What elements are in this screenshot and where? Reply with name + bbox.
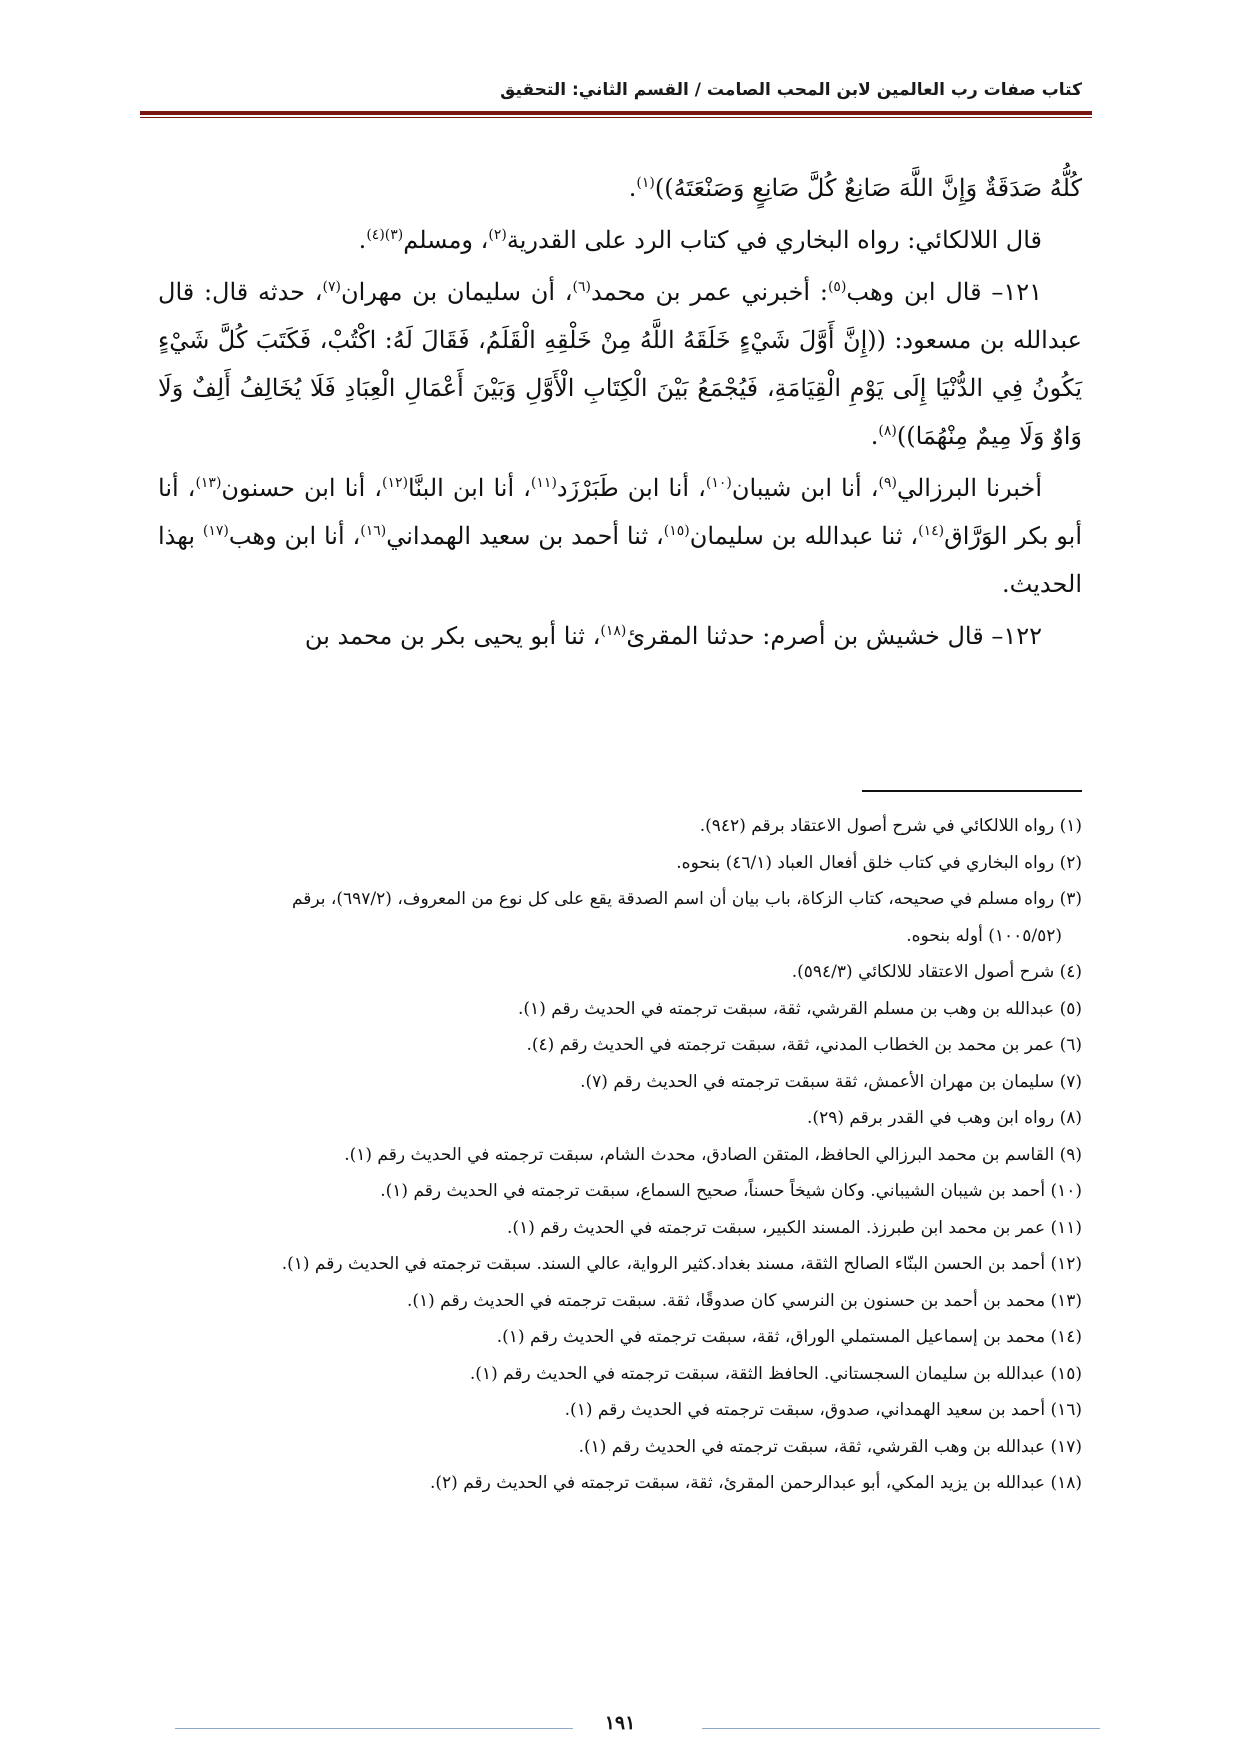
header-rule — [140, 111, 1092, 115]
main-text — [158, 164, 1082, 664]
isnad-text: ، ثنا أحمد بن سعيد الهمداني — [386, 522, 664, 550]
footnotes — [155, 808, 1082, 1502]
footnote-11: (١١) عمر بن محمد ابن طبرزذ. المسند الكبير، سبقت ترجمته في الحديث رقم (١). — [507, 1217, 1082, 1238]
isnad-text: ، أنا ابن طَبَرْزَد — [556, 474, 706, 502]
paragraph-5 — [158, 612, 1082, 660]
footnote-2: (٢) رواه البخاري في كتاب خلق أفعال العباد (٤٦/١) بنحوه. — [676, 852, 1082, 873]
footnote-9: (٩) القاسم بن محمد البرزالي الحافظ، المتقن الصادق، محدث الشام، سبقت ترجمته في الحديث رقم (١). — [344, 1144, 1082, 1165]
footnote-ref: (١٦) — [360, 523, 387, 539]
punctuation: . — [628, 174, 637, 202]
footnote-ref: (١٣) — [195, 475, 222, 491]
paragraph-3 — [158, 268, 1082, 460]
footnote-ref: (١) — [636, 175, 655, 191]
footnote-12: (١٢) أحمد بن الحسن البنّاء الصالح الثقة، مسند بغداد.كثير الرواية، عالي السند. سبقت ترجمته في الحديث رقم (١). — [281, 1254, 1082, 1274]
footnote-ref: (٦) — [572, 279, 591, 295]
punctuation: . — [358, 226, 367, 254]
hadith-121-text: : أخبرني عمر بن محمد — [590, 278, 828, 306]
footnote-ref: (١٤) — [918, 523, 945, 539]
footnote-14: (١٤) محمد بن إسماعيل المستملي الوراق، ثقة، سبقت ترجمته في الحديث رقم (١). — [496, 1327, 1082, 1347]
page-number: ١٩١ — [604, 1712, 636, 1734]
footnote-15: (١٥) عبدالله بن سليمان السجستاني. الحافظ الثقة، سبقت ترجمته في الحديث رقم (١). — [469, 1363, 1082, 1384]
isnad-text: ، أنا ابن وهب — [228, 522, 361, 550]
footnote-ref: (١٢) — [382, 475, 409, 491]
punctuation: . — [870, 422, 879, 450]
isnad-text: أخبرنا البرزالي — [896, 474, 1043, 502]
footnote-17: (١٧) عبدالله بن وهب القرشي، ثقة، سبقت ترجمته في الحديث رقم (١). — [578, 1436, 1082, 1457]
isnad-text: ، أنا أبو بكر الوَرَّاق — [158, 474, 1082, 550]
hadith-121-text: ، حدثه قال: قال عبدالله بن مسعود: ((إِنَّ أَوَّلَ شَيْءٍ خَلَقَهُ اللَّهُ مِنْ خَلْقِهِ الْقَلَمُ، فَقَالَ لَهُ: اكْتُبْ، فَكَتَبَ كُلَّ شَيْءٍ يَكُونُ فِي الدُّنْيَا إِلَى يَوْمِ الْقِيَامَةِ، فَيُجْمَعُ بَيْنَ الْكِتَابِ الْأَوَّلِ وَبَيْنَ أَعْمَالِ الْعِبَادِ فَلَا يُخَالِفُ أَلِفٌ وَلَا وَاوٌ وَلَا مِيمٌ مِنْهُمَا)) — [158, 278, 1082, 450]
footnote-ref: (١٨) — [600, 623, 627, 639]
footnote-ref: (٥) — [827, 279, 847, 295]
footnote-3: (٣) رواه مسلم في صحيحه، كتاب الزكاة، باب بيان أن اسم الصدقة يقع على كل نوع من المعروف، (٦٩٧/٢)، برقم — [291, 889, 1082, 909]
footnote-8: (٨) رواه ابن وهب في القدر برقم (٢٩). — [807, 1108, 1082, 1128]
paragraph-2-text: قال اللالكائي: رواه البخاري في كتاب الرد على القدرية — [506, 226, 1042, 254]
isnad-text: بهذا الحديث. — [158, 522, 1082, 598]
footnote-ref: (٨) — [878, 423, 897, 439]
isnad-text: ، ثنا عبدالله بن سليمان — [689, 522, 919, 550]
footnote-13: (١٣) محمد بن أحمد بن حسنون بن النرسي كان صدوقًا، ثقة. سبقت ترجمته في الحديث رقم (١). — [406, 1290, 1082, 1311]
footnote-4: (٤) شرح أصول الاعتقاد للالكائي (٥٩٤/٣). — [791, 962, 1082, 982]
hadith-122-intro: ١٢٢– قال خشيش بن أصرم: حدثنا المقرئ — [626, 622, 1042, 650]
isnad-text: ، أنا ابن البنَّا — [408, 474, 531, 502]
paragraph-2 — [158, 216, 1082, 264]
footnote-3-continued: (١٠٠٥/٥٢) أوله بنحوه. — [906, 925, 1062, 946]
paragraph-1-text: كُلُّهُ صَدَقَةٌ وَإِنَّ اللَّهَ صَانِعٌ كُلَّ صَانِعٍ وَصَنْعَتَهُ)) — [654, 174, 1082, 202]
footnote-7: (٧) سليمان بن مهران الأعمش، ثقة سبقت ترجمته في الحديث رقم (٧). — [580, 1071, 1082, 1092]
footnote-18: (١٨) عبدالله بن يزيد المكي، أبو عبدالرحمن المقرئ، ثقة، سبقت ترجمته في الحديث رقم (٢). — [429, 1473, 1082, 1493]
footnote-ref: (١٠) — [705, 475, 732, 491]
footnote-ref: (٧) — [322, 279, 341, 295]
footnote-ref: (٢) — [488, 227, 507, 243]
hadith-121-text: ، أن سليمان بن مهران — [340, 278, 573, 306]
footnote-10: (١٠) أحمد بن شيبان الشيباني. وكان شيخاً حسناً، صحيح السماع، سبقت ترجمته في الحديث رقم (١). — [380, 1181, 1082, 1201]
footnote-ref: (١١) — [530, 475, 557, 491]
isnad-text: ، أنا ابن حسنون — [221, 474, 383, 502]
header-rule-thin — [140, 117, 1092, 118]
footnote-5: (٥) عبدالله بن وهب بن مسلم القرشي، ثقة، سبقت ترجمته في الحديث رقم (١). — [518, 998, 1082, 1019]
hadith-122-text: ، ثنا أبو يحيى بكر بن محمد بن — [304, 622, 601, 650]
paragraph-4 — [158, 464, 1082, 608]
footnote-6: (٦) عمر بن محمد بن الخطاب المدني، ثقة، سبقت ترجمته في الحديث رقم (٤). — [526, 1035, 1082, 1055]
paragraph-1 — [158, 164, 1082, 212]
isnad-text: ، أنا ابن شيبان — [731, 474, 879, 502]
footnote-ref: (٩) — [878, 475, 897, 491]
footnote-separator — [862, 790, 1082, 792]
footer-rule-left — [175, 1728, 573, 1729]
footnote-ref: (١٥) — [663, 523, 690, 539]
footnote-ref: (١٧) — [202, 523, 229, 539]
running-header: كتاب صفات رب العالمين لابن المحب الصامت / القسم الثاني: التحقيق — [500, 80, 1082, 100]
footnote-1: (١) رواه اللالكائي في شرح أصول الاعتقاد برقم (٩٤٢). — [699, 816, 1082, 836]
hadith-121-intro: ١٢١– قال ابن وهب — [846, 278, 1042, 306]
footnote-16: (١٦) أحمد بن سعيد الهمداني، صدوق، سبقت ترجمته في الحديث رقم (١). — [564, 1400, 1082, 1420]
paragraph-2-text-cont: ، ومسلم — [403, 226, 489, 254]
footnote-ref: (٣)(٤) — [366, 227, 404, 243]
